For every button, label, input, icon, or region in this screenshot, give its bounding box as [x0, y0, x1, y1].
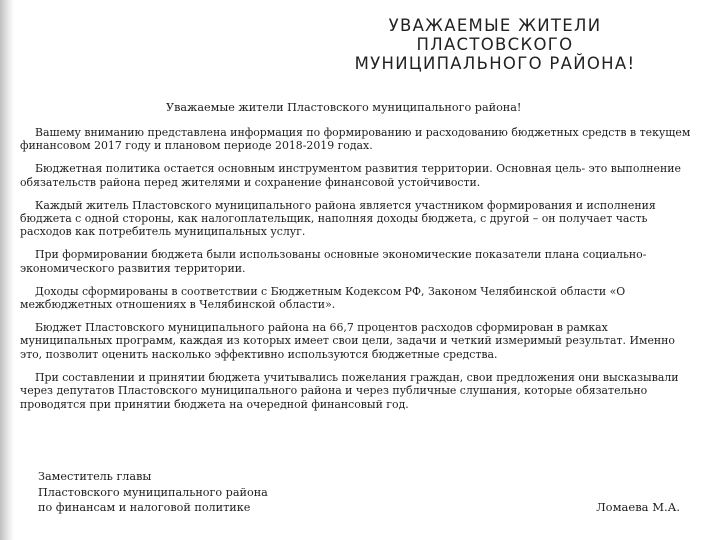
- signature-block: [38, 469, 268, 516]
- paragraph-programs: Бюджет Пластовского муниципального района на 66,7 процентов расходов сформирован в рамках муниципальных программ, каждая из которых имеет свои цели, задачи и четкий измеримый результат. Именно это, позволит оценить насколько эффективно используются бюджетные средства.: [20, 320, 675, 361]
- title-line-2: ПЛАСТОВСКОГО: [416, 35, 574, 54]
- slide-title: [300, 16, 690, 73]
- paragraph-intro: Вашему вниманию представлена информация по формированию и расходованию бюджетных средств в текущем финансовом 2017 году и плановом периоде 2018-2019 годах.: [20, 126, 691, 153]
- greeting: Уважаемые жители Пластовского муниципального района!: [166, 101, 522, 114]
- paragraph-revenue: Доходы сформированы в соответствии с Бюджетным Кодексом РФ, Законом Челябинской области «О межбюджетных отношениях в Челябинской области».: [20, 284, 626, 312]
- paragraph-resident: Каждый житель Пластовского муниципального района является участником формирования и исполнения бюджета с одной стороны, как налогоплательщик, наполняя доходы бюджета, с другой – он получает часть расходов как потребитель муниципальных услуг.: [20, 198, 656, 239]
- signature-position-line-3: по финансам и налоговой политике: [38, 501, 251, 514]
- title-line-1: УВАЖАЕМЫЕ ЖИТЕЛИ: [388, 16, 602, 35]
- paragraph-public-hearings: При составлении и принятии бюджета учитывались пожелания граждан, свои предложения они высказывали через депутатов Пластовского муниципального района и через публичные слушания, которые обязательно проводятся при принятии бюджета на очередной финансовый год.: [20, 370, 679, 411]
- paragraph-indicators: При формировании бюджета были использованы основные экономические показатели плана социально-экономического развития территории.: [20, 248, 647, 275]
- left-edge-shadow: [0, 0, 14, 540]
- title-line-3: МУНИЦИПАЛЬНОГО РАЙОНА!: [354, 54, 636, 73]
- body-text: [20, 126, 700, 420]
- paragraph-policy: Бюджетная политика остается основным инструментом развития территории. Основная цель- это выполнение обязательств района перед жителями и сохранение финансовой устойчивости.: [20, 162, 681, 189]
- signer-name: Ломаева М.А.: [596, 500, 680, 514]
- signature-position-line-1: Заместитель главы: [38, 470, 152, 483]
- signature-position-line-2: Пластовского муниципального района: [38, 485, 268, 499]
